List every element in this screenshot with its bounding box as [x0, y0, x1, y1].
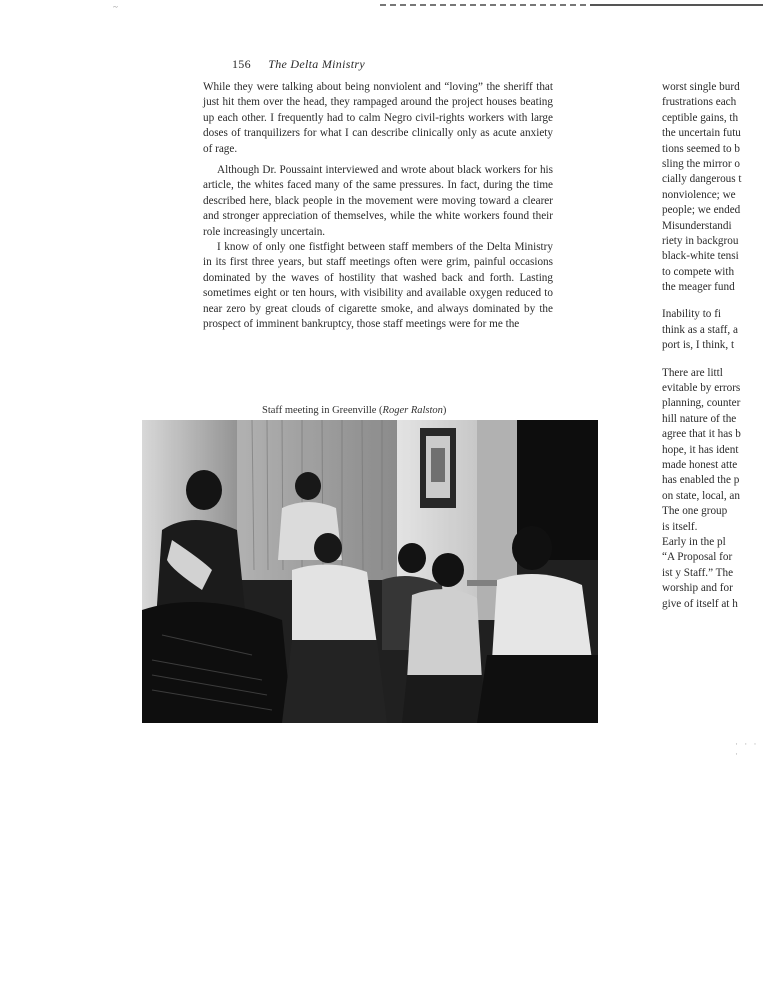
text-line: hope, it has ident — [662, 443, 739, 456]
text-line: give of itself at h — [662, 597, 738, 610]
text-line: the meager fund — [662, 281, 735, 294]
caption-text: Staff meeting in Greenville ( — [262, 405, 383, 416]
text-line: port is, I think, t — [662, 339, 735, 352]
text-line: is itself. — [662, 520, 698, 533]
text-line: people; we ended — [662, 204, 741, 217]
scan-edge-rule-solid — [590, 4, 763, 6]
scan-artifact: · · · · — [735, 739, 759, 759]
text-line: to compete with — [662, 265, 735, 278]
text-line: There are littl — [662, 366, 723, 379]
text-line: think as a staff, a — [662, 323, 738, 336]
text-line: the uncertain futu — [662, 127, 741, 140]
text-line: hill nature of the — [662, 412, 737, 425]
photo-caption — [262, 405, 446, 416]
running-title: The Delta Ministry — [268, 57, 365, 71]
text-line: frustrations each — [662, 96, 737, 109]
text-line-blank — [662, 354, 763, 366]
text-line: sling the mirror o — [662, 157, 740, 170]
text-line: Inability to fi — [662, 308, 722, 321]
caption-close: ) — [442, 405, 447, 416]
paragraph: I know of only one fistfight between staff members of the Delta Ministry in its first three years, but staff meetings often were grim, painful occasions dominated by the waves of hostility that washed back and forth. Lasting sometimes eight or ten hours, with visibility and available oxygen reduced to near zero by great clouds of cigarette smoke, and always dominated by the prospect of imminent bankruptcy, those staff meetings were for me the — [203, 241, 553, 331]
staff-meeting-photo — [142, 420, 598, 723]
text-line: made honest atte — [662, 458, 738, 471]
caption-credit: Roger Ralston — [382, 405, 443, 416]
page-number: 156 — [232, 57, 251, 71]
text-line: Misunderstandi — [662, 219, 732, 232]
scan-mark: ~ — [113, 2, 118, 12]
text-line: tions seemed to b — [662, 142, 740, 155]
running-head — [232, 57, 365, 72]
text-line: ceptible gains, th — [662, 111, 739, 124]
photo-illustration — [142, 420, 598, 723]
text-line: Early in the pl — [662, 535, 726, 548]
text-line: The one group — [662, 505, 728, 518]
text-line: planning, counter — [662, 397, 741, 410]
text-line: nonviolence; we — [662, 188, 736, 201]
text-line: riety in backgrou — [662, 234, 739, 247]
text-line: agree that it has b — [662, 428, 741, 441]
text-line: cially dangerous t — [662, 173, 742, 186]
text-line: ist y Staff.” The — [662, 566, 734, 579]
text-line: black-white tensi — [662, 250, 739, 263]
right-text-column — [662, 80, 763, 612]
paragraph: Although Dr. Poussaint interviewed and wrote about black workers for his article, the whites faced many of the same pressures. In fact, during the time described here, black people in the movement were moving toward a clearer and stronger appreciation of themselves, while the white workers found their role increasingly uncertain. — [203, 164, 553, 238]
text-line: worst single burd — [662, 81, 740, 93]
left-text-column — [203, 80, 553, 333]
text-line: evitable by errors — [662, 382, 741, 395]
text-line: has enabled the p — [662, 474, 740, 487]
paragraph: While they were talking about being nonviolent and “loving” the sheriff that just hit them over the head, they rampaged around the project houses beating up each other. I frequently had to calm Negro civil-rights workers with large doses of tranquilizers for what I can describe clinically only as acute anxiety of rage. — [203, 81, 553, 155]
text-line: “A Proposal for — [662, 551, 733, 564]
text-line: worship and for — [662, 582, 733, 595]
text-line: on state, local, an — [662, 489, 740, 502]
text-line-blank — [662, 295, 763, 307]
